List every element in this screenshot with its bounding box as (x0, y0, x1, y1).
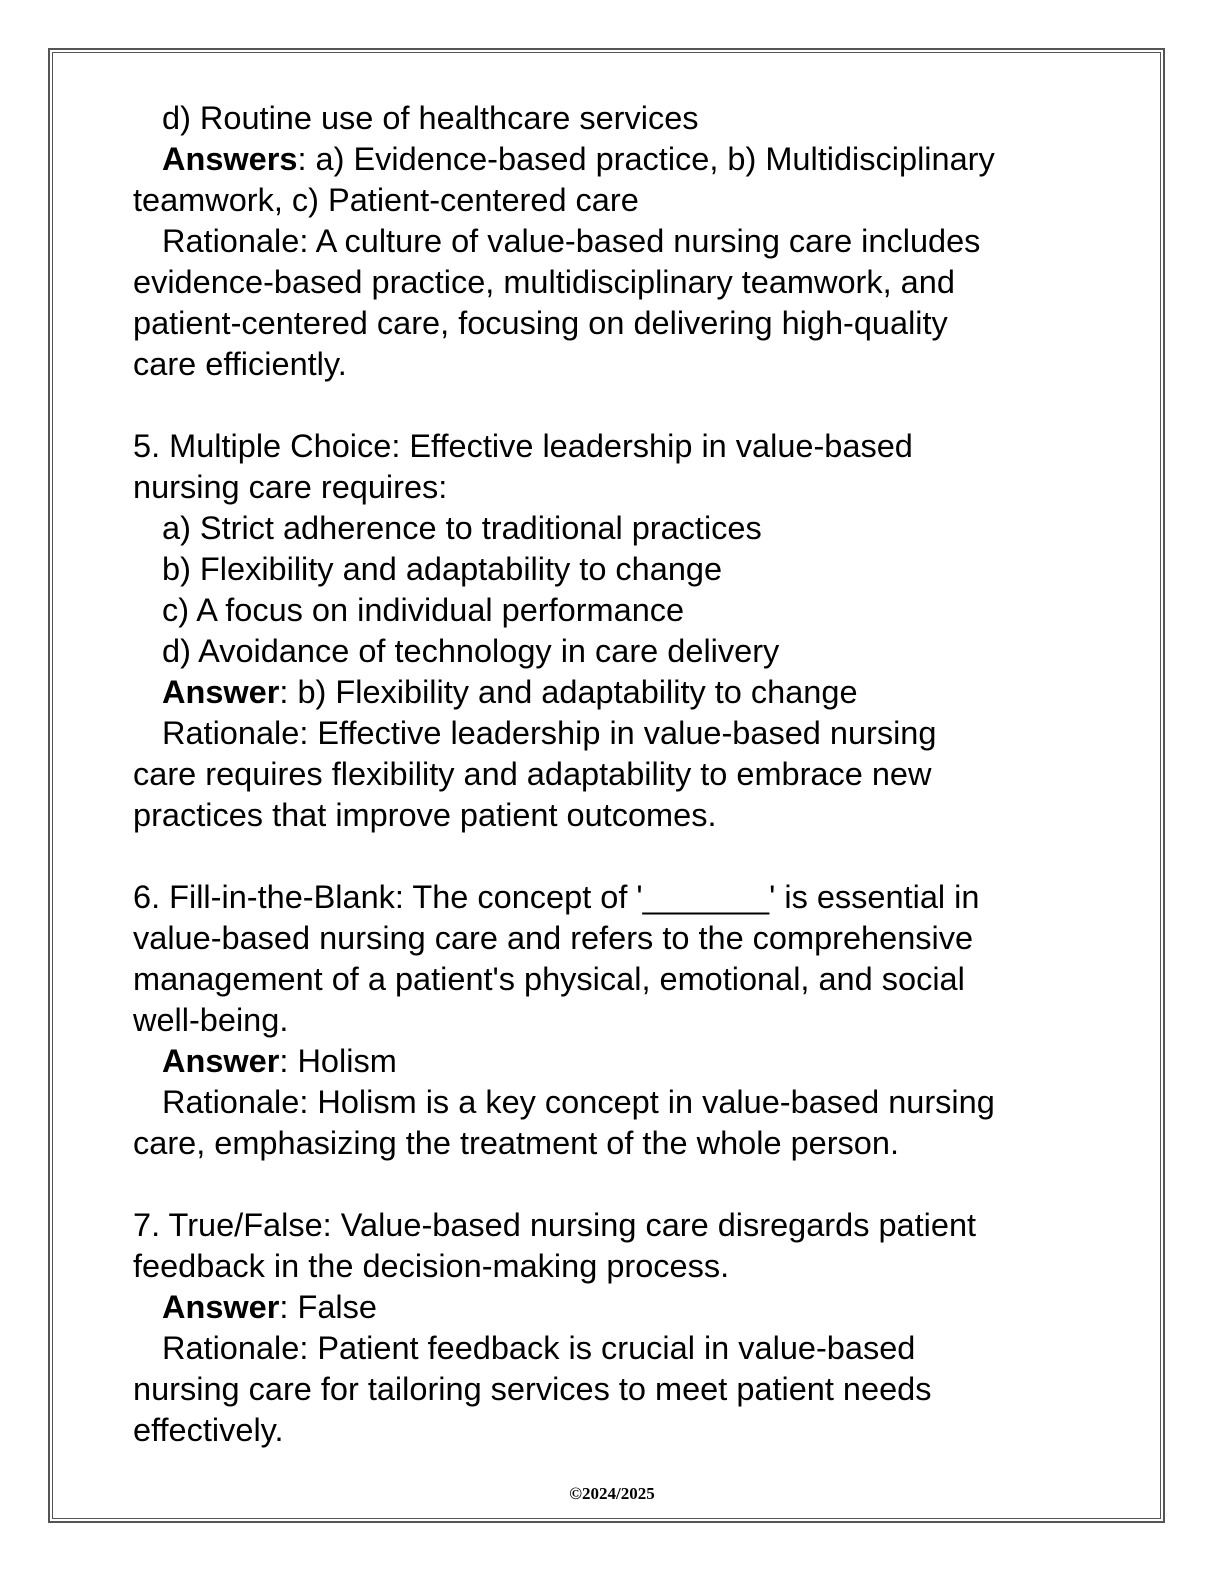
q5-option-d: d) Avoidance of technology in care delivery (162, 633, 780, 669)
q6-question-line: well-being. (133, 1002, 289, 1038)
spacer (133, 1164, 1093, 1205)
q4-rationale-line: care efficiently. (133, 346, 347, 382)
q4-option-d: d) Routine use of healthcare services (162, 100, 699, 136)
q7-question-line: 7. True/False: Value-based nursing care disregards patient (133, 1207, 977, 1243)
q5-question-line: 5. Multiple Choice: Effective leadership in value-based (133, 428, 913, 464)
q4-answer-text: : a) Evidence-based practice, b) Multidisciplinary (297, 141, 995, 177)
q6-answer-text: : Holism (279, 1043, 397, 1079)
q7-rationale-line: effectively. (133, 1412, 284, 1448)
q6-question-line: value-based nursing care and refers to the comprehensive (133, 920, 974, 956)
q4-rationale-line: Rationale: A culture of value-based nursing care includes (162, 223, 981, 259)
q5-option-c: c) A focus on individual performance (162, 592, 685, 628)
q6-answer-line (133, 1041, 1093, 1082)
q4-rationale-line: evidence-based practice, multidisciplinary teamwork, and (133, 264, 955, 300)
q5-question-line: nursing care requires: (133, 469, 448, 505)
q5-option-b: b) Flexibility and adaptability to change (162, 551, 723, 587)
q7-question-line: feedback in the decision-making process. (133, 1248, 730, 1284)
document-body (133, 98, 1093, 1451)
spacer (133, 836, 1093, 877)
q4-answer-continuation: teamwork, c) Patient-centered care (133, 182, 639, 218)
q7-rationale-line: nursing care for tailoring services to meet patient needs (133, 1371, 932, 1407)
q7-answer-label: Answer (162, 1289, 280, 1325)
spacer (133, 385, 1093, 426)
q7-answer-line (133, 1287, 1093, 1328)
q5-answer-text: : b) Flexibility and adaptability to change (279, 674, 858, 710)
q6-rationale-line: care, emphasizing the treatment of the whole person. (133, 1125, 899, 1161)
q4-rationale-line: patient-centered care, focusing on delivering high-quality (133, 305, 948, 341)
q5-answer-label: Answer (162, 674, 280, 710)
q6-rationale-line: Rationale: Holism is a key concept in value-based nursing (162, 1084, 995, 1120)
q5-rationale-line: Rationale: Effective leadership in value-based nursing (162, 715, 937, 751)
q5-rationale-line: care requires flexibility and adaptability to embrace new (133, 756, 932, 792)
q4-answer-label: Answers (162, 141, 298, 177)
q5-answer-line (133, 672, 1093, 713)
q5-rationale-line: practices that improve patient outcomes. (133, 797, 717, 833)
q4-answer-line (133, 139, 1093, 180)
q7-answer-text: : False (279, 1289, 377, 1325)
q6-question-line: management of a patient's physical, emotional, and social (133, 961, 965, 997)
q6-question-line: 6. Fill-in-the-Blank: The concept of '_______' is essential in (133, 879, 980, 915)
q6-answer-label: Answer (162, 1043, 280, 1079)
copyright-footer: ©2024/2025 (569, 1484, 655, 1503)
q7-rationale-line: Rationale: Patient feedback is crucial in value-based (162, 1330, 916, 1366)
q5-option-a: a) Strict adherence to traditional practices (162, 510, 762, 546)
